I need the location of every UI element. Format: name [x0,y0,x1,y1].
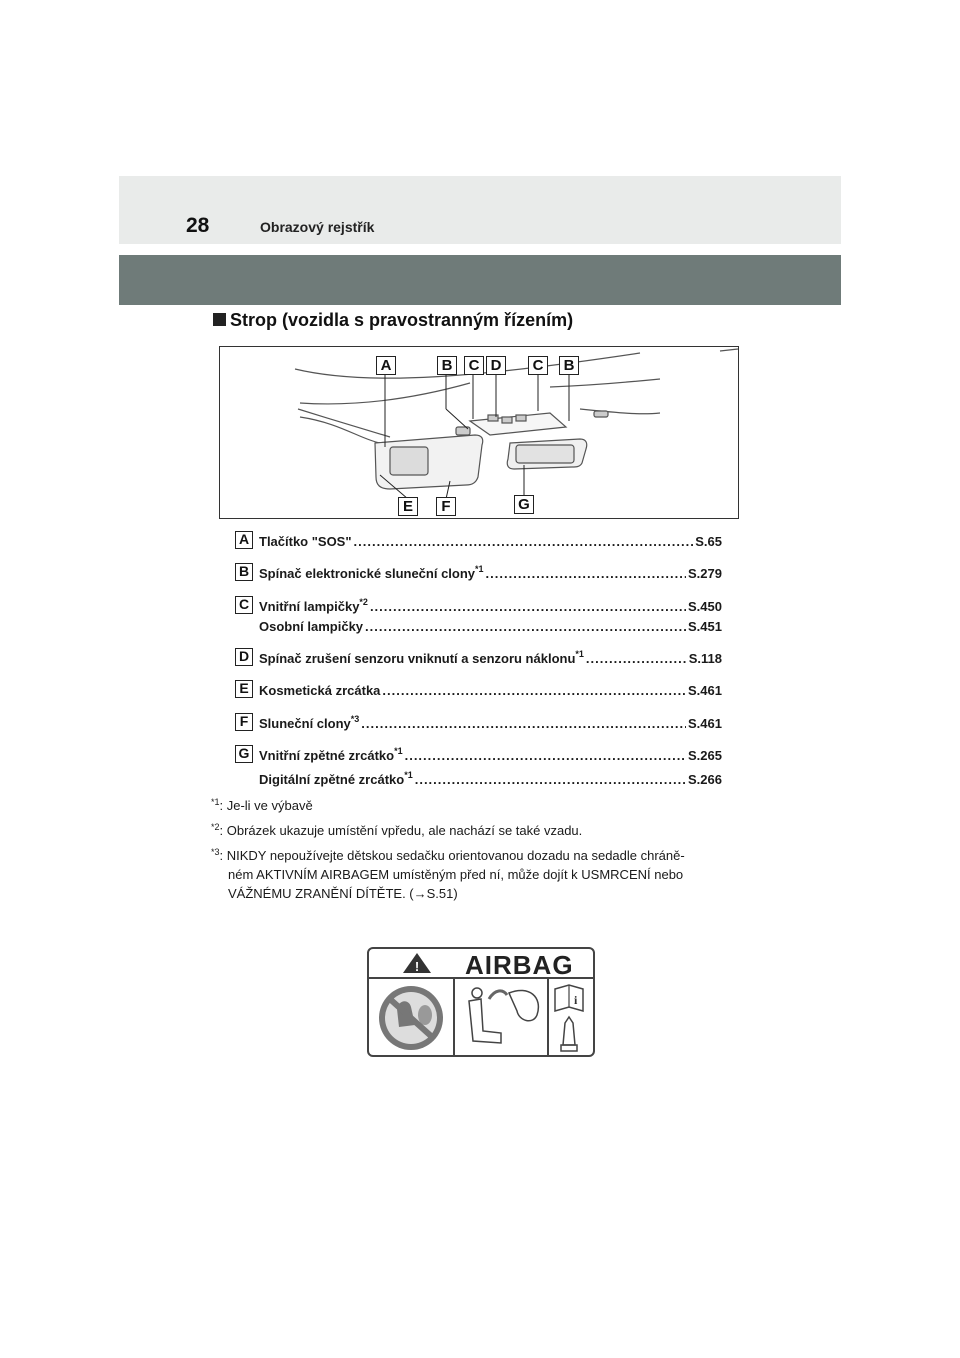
page-ref[interactable]: S.450 [688,599,722,614]
figure-label-b: B [437,356,457,375]
leader-dots [405,748,686,763]
entry-key-e: E [235,680,253,698]
warning-exclamation: ! [414,959,420,974]
entry-text: Spínač zrušení senzoru vniknutí a senzoru náklonu$^{*1}$ [259,649,584,666]
footnote-mark: *1 [404,770,413,780]
footnote-1: $^{*1}$: Je-li ve výbavě [211,797,313,813]
leader-dots [586,651,687,666]
leader-dots [354,534,694,549]
footnote-mark: *3 [350,714,360,724]
entry-g-2 [259,772,722,790]
entry-key-a: A [235,531,253,549]
entry-key-f: F [235,713,253,731]
entry-e [259,683,722,701]
entry-c-1 [259,599,722,617]
entry-text: Vnitřní lampičky$^{*2}$ [259,597,368,614]
footnote-mark: *1 [475,564,484,574]
square-bullet-icon [213,313,226,326]
page-number: 28 [186,214,210,237]
footnote-mark: *2 [359,597,368,607]
entry-text: Kosmetická zrcátka [259,683,381,698]
footnote-3: $^{*3}$: NIKDY nepoužívejte dětskou sedačku orientovanou dozadu na sedadle chráně- ném AKTIVNÍM AIRBAGEM umístěným před ní, může dojít k USMRCENÍ nebo VÁŽNÉMU ZRANĚNÍ DÍTĚTE. (→S.51) [211,847,685,901]
page-ref[interactable]: S.265 [688,748,722,763]
section-band [119,255,841,305]
entry-key-b: B [235,563,253,581]
info-i-icon: i [574,993,578,1007]
page-ref[interactable]: S.51) [426,886,458,901]
page-ref[interactable]: S.279 [688,566,722,581]
entry-g-1 [259,748,722,766]
airbag-warning-label [367,947,595,1057]
figure-label-f: F [436,497,456,516]
footnote-mark: *2 [211,822,220,832]
leader-dots [370,599,686,614]
figure-label-c-right: C [528,356,548,375]
entry-text: Spínač elektronické sluneční clony$^{*1}$ [259,564,484,581]
section-heading [213,310,573,331]
figure-label-d: D [486,356,506,375]
leader-dots [486,566,686,581]
leader-dots [365,619,686,634]
page-ref[interactable]: S.461 [688,683,722,698]
ceiling-figure [219,346,739,519]
figure-label-g: G [514,495,534,514]
airbag-word: AIRBAG [465,950,574,980]
entry-f [259,716,722,734]
footnote-mark: *1 [394,746,403,756]
entry-text: Vnitřní zpětné zrcátko$^{*1}$ [259,746,403,763]
leader-dots [415,772,686,787]
figure-label-c: C [464,356,484,375]
figure-label-b-right: B [559,356,579,375]
entry-b [259,566,722,584]
page-ref[interactable]: S.118 [688,651,722,666]
footnote-mark: *3 [211,847,220,857]
header-title: Obrazový rejstřík [260,219,375,235]
entry-text: Digitální zpětné zrcátko$^{*1}$ [259,770,413,787]
entry-text: Tlačítko "SOS" [259,534,352,549]
header-band [119,176,841,244]
entry-key-g: G [235,745,253,763]
page-ref[interactable]: S.65 [695,534,722,549]
entry-d [259,651,722,669]
figure-label-e: E [398,497,418,516]
page-ref[interactable]: S.461 [688,716,722,731]
leader-dots [382,683,686,698]
entry-key-d: D [235,648,253,666]
leader-dots [361,716,686,731]
entry-key-c: C [235,596,253,614]
page-ref[interactable]: S.266 [688,772,722,787]
entry-a [259,534,722,552]
entry-text: Osobní lampičky [259,619,364,634]
footnote-mark: *1 [575,649,584,659]
entry-c-2 [259,619,722,637]
section-title: Strop (vozidla s pravostranným řízením) [230,310,574,330]
page-ref[interactable]: S.451 [688,619,722,634]
footnote-mark: *1 [211,797,220,807]
entry-text: Sluneční clony$^{*3}$ [259,714,360,731]
arrow-right-icon: → [413,886,427,901]
footnote-2: $^{*2}$: Obrázek ukazuje umístění vpředu, ale nachází se také vzadu. [211,822,583,838]
figure-label-a: A [376,356,396,375]
